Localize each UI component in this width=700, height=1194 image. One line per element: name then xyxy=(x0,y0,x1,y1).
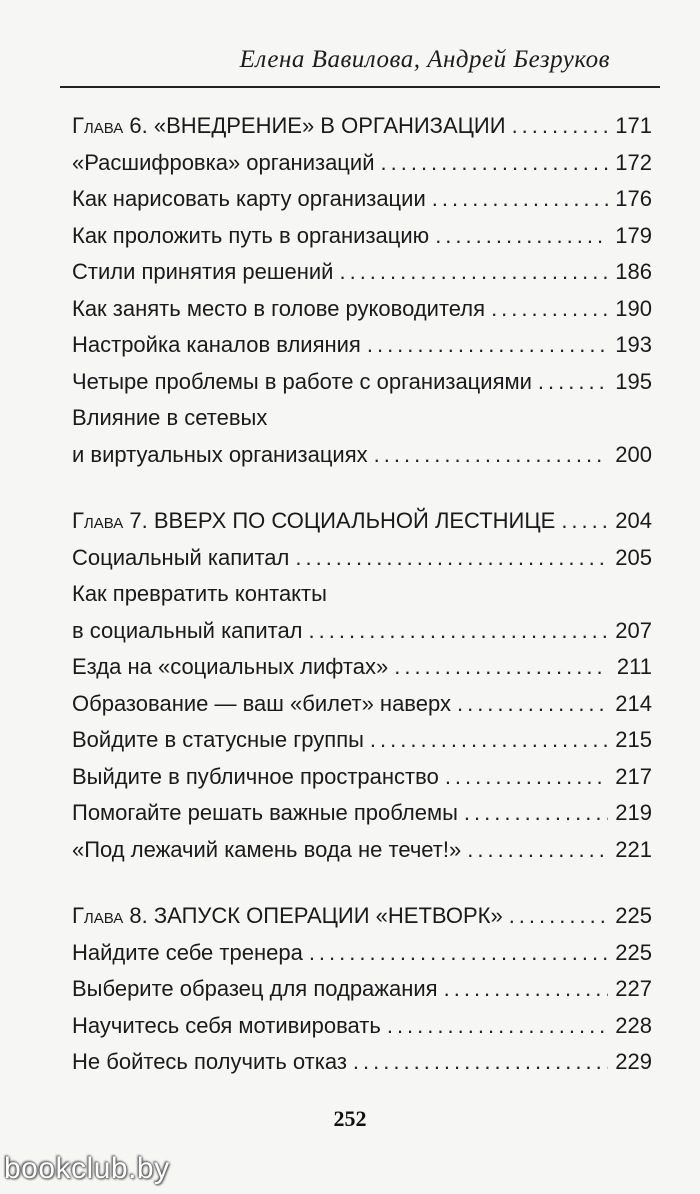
chapter-label: Глава 7. xyxy=(72,508,148,533)
toc-entry xyxy=(72,759,652,796)
entry-title: Четыре проблемы в работе с организациями xyxy=(72,368,532,394)
entry-title: «Под лежачий камень вода не течет!» xyxy=(72,836,462,862)
dot-leader xyxy=(295,540,608,577)
entry-title: Как занять место в голове руководителя xyxy=(72,295,486,321)
dot-leader xyxy=(512,108,608,145)
dot-leader xyxy=(491,291,608,328)
dot-leader xyxy=(538,364,608,401)
page-number: 179 xyxy=(615,222,652,248)
page-number: 193 xyxy=(615,332,652,357)
toc-entry-first-line xyxy=(72,400,652,437)
page-number: 205 xyxy=(615,544,652,570)
entry-title: Научитесь себя мотивировать xyxy=(72,1012,381,1038)
toc-chapter-heading xyxy=(72,108,652,145)
page-number: 227 xyxy=(615,976,652,1001)
toc-entry xyxy=(72,291,652,328)
chapter-name: «ВНЕДРЕНИЕ» В ОРГАНИЗАЦИИ xyxy=(153,113,506,138)
toc-entry xyxy=(72,722,652,759)
page-number: 229 xyxy=(615,1049,652,1074)
page-number: 176 xyxy=(615,186,652,211)
entry-title: Езда на «социальных лифтах» xyxy=(72,654,389,679)
dot-leader xyxy=(309,613,608,650)
entry-title: в социальный капитал xyxy=(72,617,303,643)
toc-entry xyxy=(72,613,652,650)
chapter-name: ВВЕРХ ПО СОЦИАЛЬНОЙ ЛЕСТНИЦЕ xyxy=(153,508,556,533)
page-number: 217 xyxy=(615,763,652,789)
dot-leader xyxy=(353,1044,608,1081)
dot-leader xyxy=(457,686,608,723)
page-number: 207 xyxy=(615,617,652,643)
page-number: 214 xyxy=(615,690,652,716)
toc-entry xyxy=(72,795,652,832)
dot-leader xyxy=(394,649,608,686)
dot-leader xyxy=(432,181,608,218)
toc-entry xyxy=(72,1008,652,1045)
dot-leader xyxy=(444,971,608,1008)
toc-entry xyxy=(72,971,652,1008)
entry-title: Социальный капитал xyxy=(72,544,290,570)
toc-entry xyxy=(72,181,652,218)
toc-section-chapter-7 xyxy=(72,503,652,868)
dot-leader xyxy=(464,795,608,832)
chapter-title xyxy=(72,108,506,145)
toc-entry xyxy=(72,649,652,686)
toc-entry xyxy=(72,218,652,255)
entry-title: Как нарисовать карту организации xyxy=(72,186,426,211)
watermark: bookclub.by xyxy=(4,1152,170,1185)
toc-entry xyxy=(72,364,652,401)
page-number: 195 xyxy=(615,368,652,394)
page-number: 215 xyxy=(615,727,652,752)
toc-entry xyxy=(72,254,652,291)
entry-title: и виртуальных организациях xyxy=(72,441,368,467)
page-number: 211 xyxy=(616,654,652,679)
dot-leader xyxy=(435,218,608,255)
toc-chapter-heading xyxy=(72,898,652,935)
dot-leader xyxy=(561,503,608,540)
toc-entry xyxy=(72,935,652,972)
toc-chapter-heading xyxy=(72,503,652,540)
toc-entry xyxy=(72,686,652,723)
entry-title-line1: Как превратить контакты xyxy=(72,581,327,606)
dot-leader xyxy=(467,832,608,869)
page-number: 225 xyxy=(615,939,652,965)
dot-leader xyxy=(339,254,608,291)
dot-leader xyxy=(367,327,608,364)
page-number: 172 xyxy=(615,149,652,175)
page-number: 221 xyxy=(615,836,652,862)
toc-entry xyxy=(72,437,652,474)
toc-entry xyxy=(72,832,652,869)
chapter-name: ЗАПУСК ОПЕРАЦИИ «НЕТВОРК» xyxy=(153,903,503,928)
dot-leader xyxy=(509,898,608,935)
entry-title: Найдите себе тренера xyxy=(72,939,303,965)
toc-section-chapter-6 xyxy=(72,108,652,473)
entry-title: Войдите в статусные группы xyxy=(72,727,364,752)
page-number: 204 xyxy=(615,508,652,533)
running-head: Елена Вавилова, Андрей Безруков xyxy=(239,46,610,73)
entry-title: Настройка каналов влияния xyxy=(72,332,361,357)
chapter-label: Глава 6. xyxy=(72,113,148,138)
toc-entry xyxy=(72,327,652,364)
toc-entry-first-line xyxy=(72,576,652,613)
entry-title: Выберите образец для подражания xyxy=(72,976,438,1001)
dot-leader xyxy=(445,759,608,796)
dot-leader xyxy=(309,935,608,972)
entry-title: «Расшифровка» организаций xyxy=(72,149,375,175)
toc-section-chapter-8 xyxy=(72,898,652,1081)
page-number: 228 xyxy=(615,1012,652,1038)
entry-title: Помогайте решать важные проблемы xyxy=(72,800,458,825)
page-number: 186 xyxy=(615,259,652,284)
entry-title-line1: Влияние в сетевых xyxy=(72,405,268,430)
chapter-title xyxy=(72,898,503,935)
entry-title: Образование — ваш «билет» наверх xyxy=(72,690,451,716)
page-number: 171 xyxy=(615,113,652,138)
page-number: 225 xyxy=(615,903,652,928)
dot-leader xyxy=(370,722,608,759)
entry-title: Как проложить путь в организацию xyxy=(72,222,430,248)
header-rule xyxy=(60,86,660,88)
dot-leader xyxy=(387,1008,608,1045)
page-number: 219 xyxy=(615,800,652,825)
page-number: 190 xyxy=(615,295,652,321)
entry-title: Стили принятия решений xyxy=(72,259,334,284)
page-number: 200 xyxy=(615,441,652,467)
toc-entry xyxy=(72,1044,652,1081)
dot-leader xyxy=(381,145,609,182)
page-number-footer: 252 xyxy=(333,1106,367,1131)
chapter-label: Глава 8. xyxy=(72,903,148,928)
entry-title: Не бойтесь получить отказ xyxy=(72,1049,347,1074)
table-of-contents xyxy=(72,108,652,1081)
dot-leader xyxy=(374,437,608,474)
chapter-title xyxy=(72,503,555,540)
toc-entry xyxy=(72,540,652,577)
toc-entry xyxy=(72,145,652,182)
entry-title: Выйдите в публичное пространство xyxy=(72,763,439,789)
